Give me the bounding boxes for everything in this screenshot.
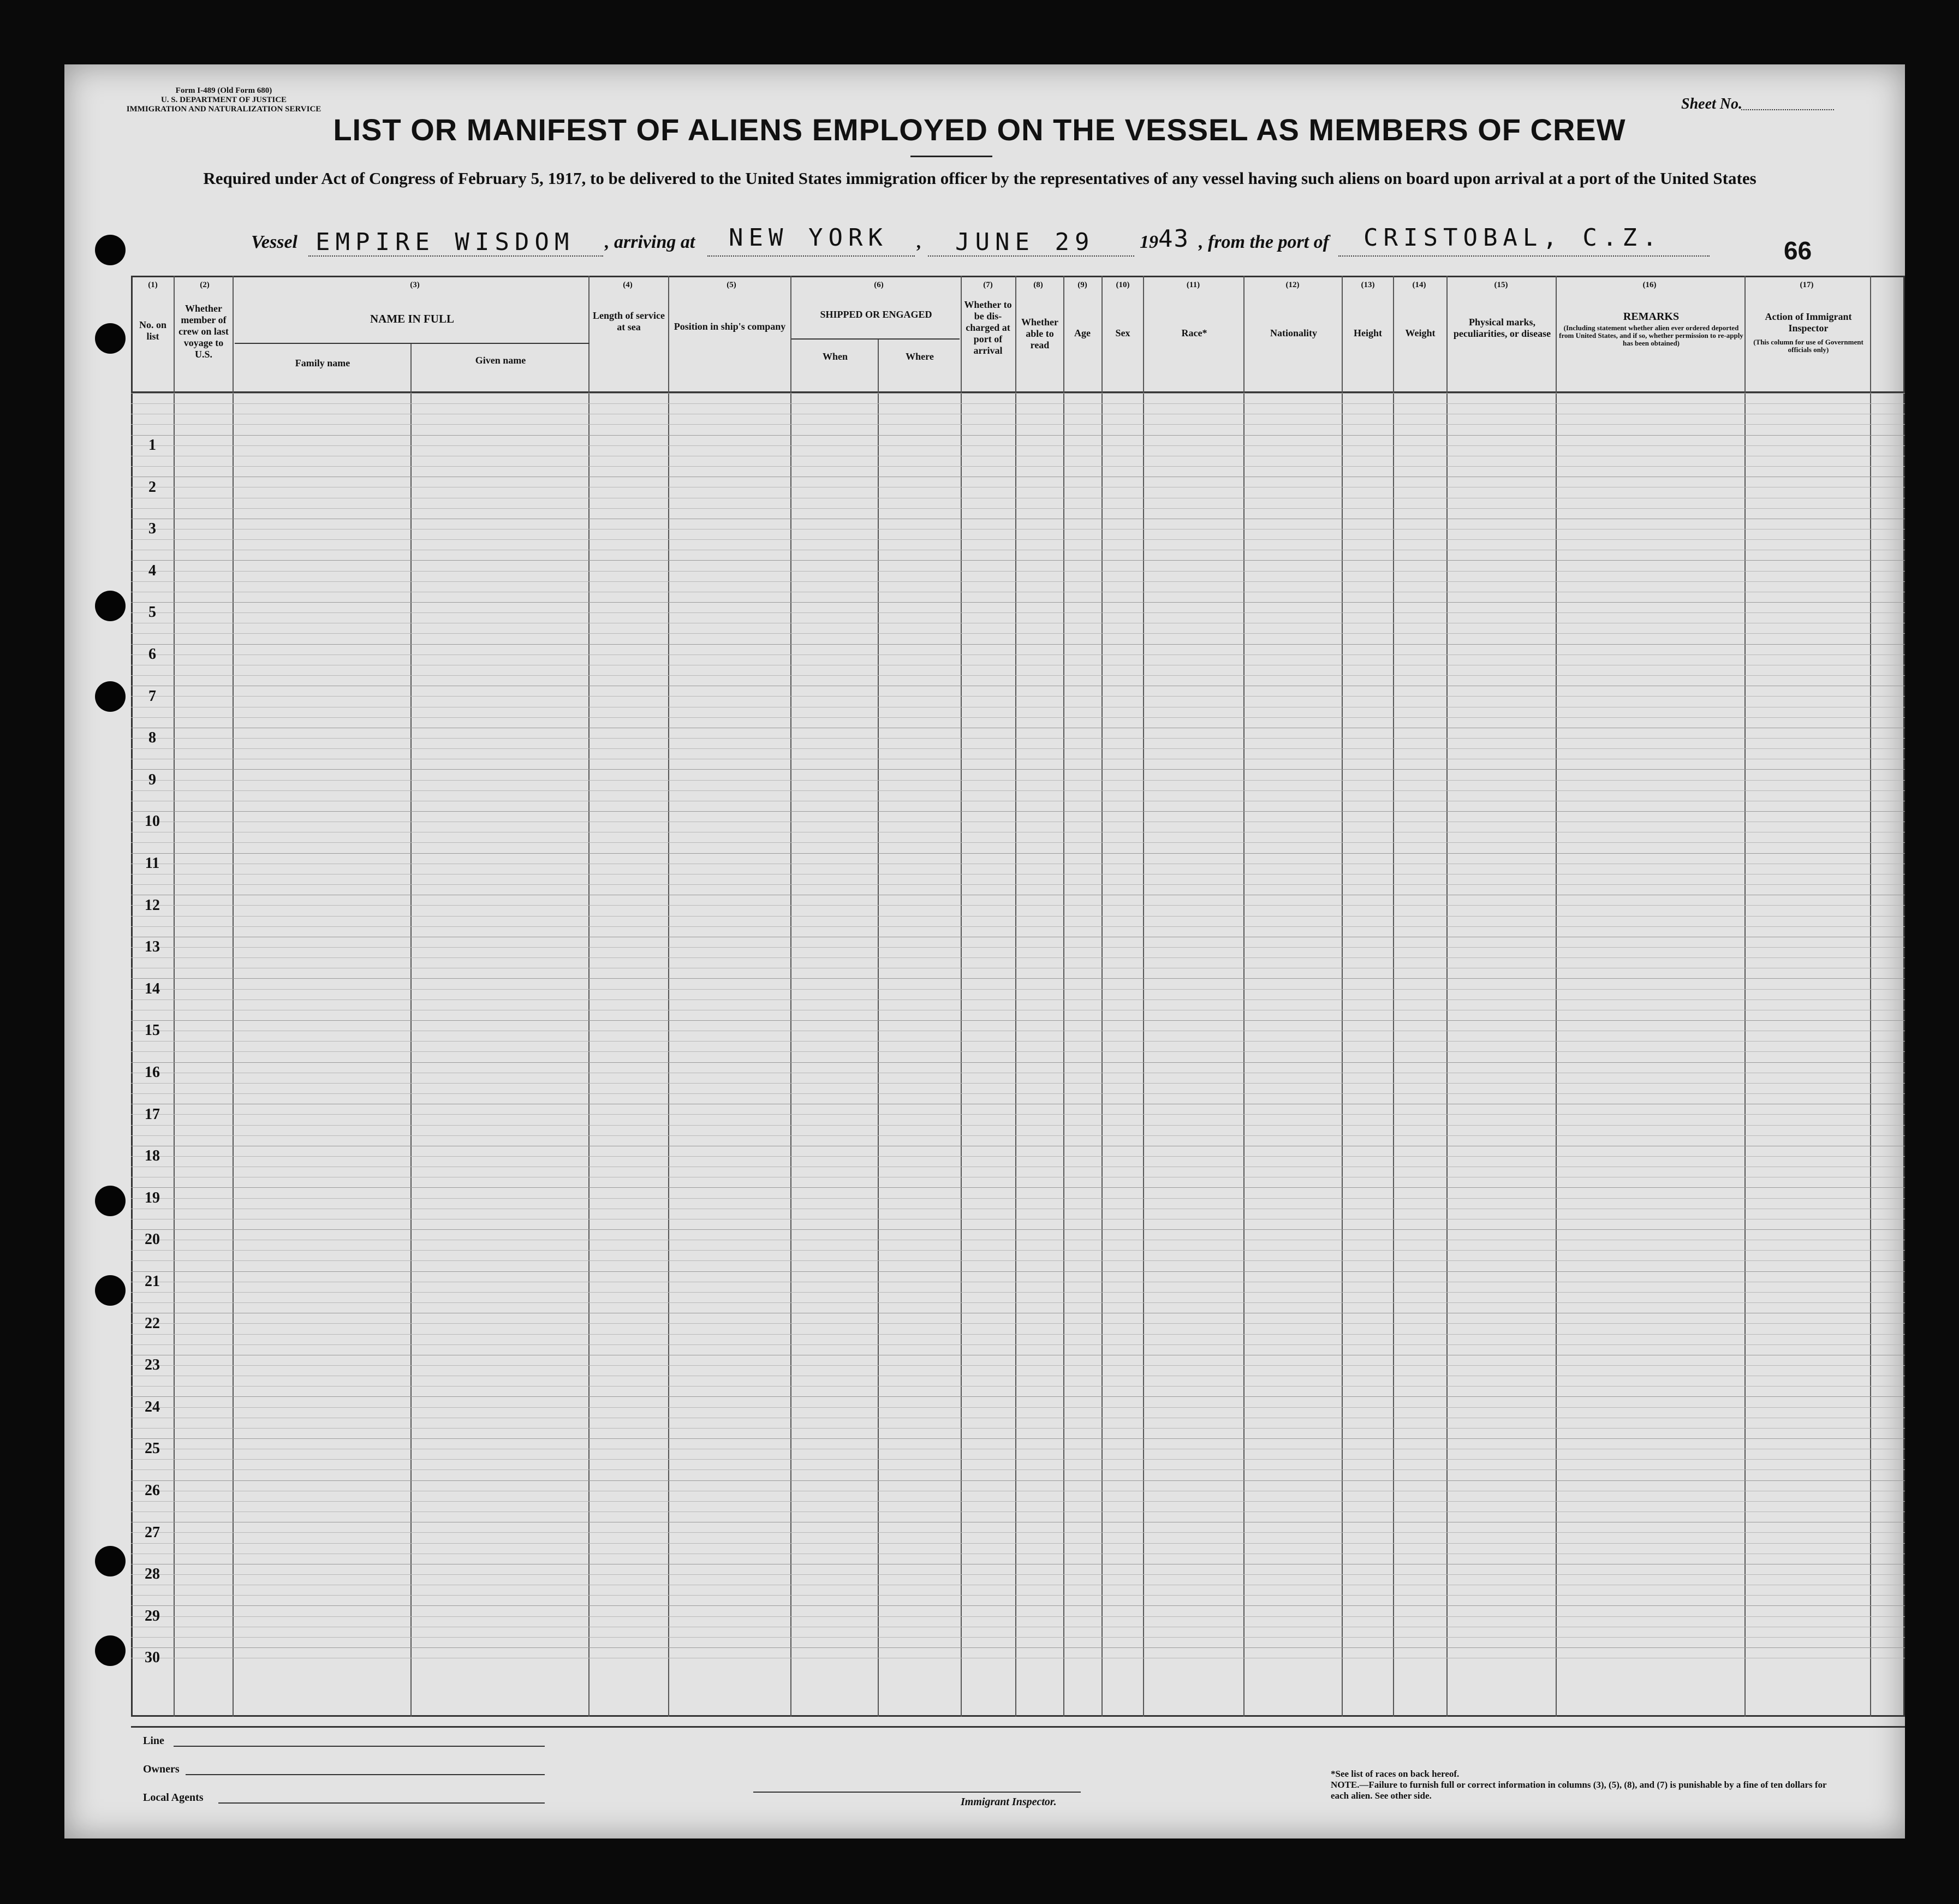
ruled-line: [131, 1020, 1905, 1021]
col-physical-marks: Physical marks, peculiarities, or disease: [1453, 317, 1551, 339]
column-number: (17): [1800, 281, 1814, 289]
column-number: (10): [1116, 281, 1130, 289]
row-number: 5: [148, 604, 156, 621]
ruled-line: [131, 989, 1905, 990]
col-shipped-engaged: SHIPPED OR ENGAGED: [820, 309, 932, 320]
ruled-line: [131, 1344, 1905, 1345]
col-length-of-service: Length of service at sea: [593, 310, 665, 332]
ruled-line: [131, 1407, 1905, 1408]
ruled-line: [131, 1062, 1905, 1063]
ruled-line: [131, 571, 1905, 572]
page-subtitle: Required under Act of Congress of February 5, 1917, to be delivered to the United States immigration officer by the representatives of any vessel having such aliens on board upon arrival at a port of the United States: [203, 169, 1756, 188]
row-number: 9: [148, 771, 156, 788]
column-number: (6): [874, 281, 884, 289]
ruled-line: [131, 916, 1905, 917]
row-number: 18: [145, 1147, 160, 1165]
ruled-line: [131, 999, 1905, 1000]
row-number: 19: [145, 1189, 160, 1206]
row-number: 13: [145, 938, 160, 956]
col-shipped-where: Where: [906, 351, 934, 362]
inspector-label: Immigrant Inspector.: [961, 1796, 1057, 1808]
column-number: (2): [200, 281, 210, 289]
ruled-line: [131, 717, 1905, 718]
ruled-line: [131, 644, 1905, 645]
ruled-line: [131, 1480, 1905, 1481]
ruled-line: [131, 403, 1905, 404]
column-number: (4): [623, 281, 633, 289]
ruled-line: [131, 1323, 1905, 1324]
owners-field[interactable]: [186, 1774, 545, 1775]
punch-hole: [95, 323, 126, 354]
col-member-last-voyage: Whether member of crew on last voyage to U.S.: [178, 303, 229, 360]
row-number: 25: [145, 1440, 160, 1457]
column-divider: [410, 343, 412, 1717]
column-divider: [878, 338, 879, 1717]
column-number: (15): [1494, 281, 1508, 289]
ruled-line: [131, 1187, 1905, 1188]
penalty-note: NOTE.—Failure to furnish full or correct information in columns (3), (5), (8), and (7) is punishable by a fine of ten dollars for each alien. See other side.: [1331, 1780, 1827, 1801]
ruled-line: [131, 539, 1905, 540]
ruled-line: [131, 1041, 1905, 1042]
ruled-line: [131, 1543, 1905, 1544]
ruled-line: [131, 905, 1905, 906]
row-number: 6: [148, 646, 156, 663]
col-position: Position in ship's company: [674, 321, 786, 332]
local-agents-label: Local Agents: [143, 1792, 204, 1804]
vessel-label: Vessel: [251, 232, 297, 252]
ruled-line: [131, 508, 1905, 509]
row-number: 15: [145, 1022, 160, 1039]
ruled-line: [131, 1365, 1905, 1366]
column-number: (7): [983, 281, 993, 289]
col-sex: Sex: [1115, 328, 1130, 338]
col-no-on-list: No. on list: [139, 319, 166, 342]
ruled-line: [131, 1292, 1905, 1293]
ruled-line: [131, 957, 1905, 958]
ruled-line: [131, 1156, 1905, 1157]
ruled-line: [131, 1396, 1905, 1397]
ruled-line: [131, 1093, 1905, 1094]
row-number: 10: [145, 813, 160, 830]
ruled-line: [131, 1260, 1905, 1261]
form-identifier: [120, 86, 328, 114]
shipped-subheader-rule: [791, 338, 960, 340]
ruled-line: [131, 811, 1905, 812]
column-number: (5): [727, 281, 736, 289]
column-number: (14): [1412, 281, 1426, 289]
ruled-line: [131, 1271, 1905, 1272]
from-port-label: , from the port of: [1199, 232, 1329, 252]
punch-hole: [95, 1275, 126, 1306]
row-number: 22: [145, 1314, 160, 1332]
ruled-line: [131, 1637, 1905, 1638]
ruled-line: [131, 1595, 1905, 1596]
sheet-number-label: Sheet No.: [1681, 96, 1742, 112]
column-number: (16): [1642, 281, 1657, 289]
from-port-line: [1338, 255, 1710, 257]
ruled-line: [131, 1605, 1905, 1606]
comma-separator: ,: [917, 232, 922, 252]
form-id-line: Form I-489 (Old Form 680): [175, 86, 272, 95]
title-underline: [910, 156, 992, 157]
punch-hole: [95, 1546, 126, 1576]
ruled-line: [131, 780, 1905, 781]
row-number: 27: [145, 1524, 160, 1541]
col-inspector-action: Action of Immigrant Inspector: [1765, 311, 1852, 334]
ruled-line: [131, 1229, 1905, 1230]
column-number: (13): [1361, 281, 1375, 289]
ruled-line: [131, 853, 1905, 854]
ruled-line: [131, 445, 1905, 446]
ruled-line: [131, 612, 1905, 613]
arriving-port: NEW YORK: [729, 224, 888, 252]
line-field[interactable]: [174, 1746, 545, 1747]
ruled-line: [131, 1114, 1905, 1115]
ruled-line: [131, 884, 1905, 885]
ruled-line: [131, 1438, 1905, 1439]
row-number: 30: [145, 1649, 160, 1667]
row-number: 3: [148, 520, 156, 538]
ruled-line: [131, 424, 1905, 425]
col-weight: Weight: [1405, 328, 1436, 338]
footer-notes: [1331, 1769, 1844, 1801]
col-remarks-note: (Including statement whether alien ever ordered deported from United States, and if so, whether permission to re-apply has been obtained): [1559, 324, 1743, 347]
col-remarks: REMARKS: [1623, 311, 1680, 323]
column-number: (3): [410, 281, 420, 289]
ruled-line: [131, 926, 1905, 927]
row-number: 24: [145, 1398, 160, 1415]
page-title: LIST OR MANIFEST OF ALIENS EMPLOYED ON THE VESSEL AS MEMBERS OF CREW: [333, 112, 1626, 147]
col-race: Race*: [1181, 328, 1207, 338]
ruled-line: [131, 1250, 1905, 1251]
ruled-line: [131, 790, 1905, 791]
row-number: 26: [145, 1482, 160, 1499]
local-agents-field[interactable]: [218, 1802, 545, 1804]
ruled-line: [131, 1616, 1905, 1617]
ruled-line: [131, 1302, 1905, 1303]
ruled-line: [131, 675, 1905, 676]
ruled-line: [131, 1386, 1905, 1387]
ruled-line: [131, 1334, 1905, 1335]
row-number: 21: [145, 1273, 160, 1290]
col-height: Height: [1354, 328, 1382, 338]
ruled-line: [131, 654, 1905, 655]
row-number: 1: [148, 437, 156, 454]
column-number: (1): [148, 281, 158, 289]
row-number: 8: [148, 729, 156, 747]
vessel-name: EMPIRE WISDOM: [315, 228, 575, 256]
column-number: (8): [1033, 281, 1043, 289]
col-nationality: Nationality: [1270, 328, 1317, 338]
punch-hole: [95, 681, 126, 712]
col-inspector-note: (This column for use of Government officials only): [1753, 338, 1863, 354]
ruled-line: [131, 466, 1905, 467]
column-number: (9): [1077, 281, 1087, 289]
col-age: Age: [1074, 328, 1091, 338]
footer-rule: [131, 1726, 1905, 1728]
ruled-line: [131, 1125, 1905, 1126]
row-number: 17: [145, 1105, 160, 1123]
ruled-line: [131, 1051, 1905, 1052]
ruled-line: [131, 1083, 1905, 1084]
ruled-line: [131, 393, 1905, 394]
row-number: 7: [148, 687, 156, 705]
row-number: 14: [145, 980, 160, 997]
page-number: 66: [1784, 236, 1812, 265]
row-number: 11: [145, 855, 160, 872]
col-able-to-read: Whether able to read: [1021, 317, 1058, 350]
col-name-in-full: NAME IN FULL: [370, 312, 454, 325]
race-note: *See list of races on back hereof.: [1331, 1769, 1460, 1779]
ruled-line: [131, 1501, 1905, 1502]
sheet-number-field: [1741, 109, 1834, 110]
arriving-label: , arriving at: [605, 232, 695, 252]
row-number: 28: [145, 1566, 160, 1583]
owners-label: Owners: [143, 1763, 180, 1775]
ruled-line: [131, 1428, 1905, 1429]
ruled-line: [131, 1574, 1905, 1575]
inspector-signature-line[interactable]: [753, 1792, 1081, 1793]
column-number: (12): [1285, 281, 1300, 289]
col-given-name: Given name: [475, 355, 526, 366]
ruled-line: [131, 696, 1905, 697]
punch-hole: [95, 591, 126, 621]
ruled-line: [131, 1198, 1905, 1199]
ruled-line: [131, 978, 1905, 979]
ruled-line: [131, 947, 1905, 948]
row-number: 16: [145, 1064, 160, 1081]
ruled-line: [131, 1135, 1905, 1136]
ruled-line: [131, 842, 1905, 843]
year-prefix: 19: [1140, 232, 1158, 252]
ruled-line: [131, 748, 1905, 749]
ruled-line: [131, 769, 1905, 770]
arriving-port-line: [707, 255, 915, 257]
departure-port: CRISTOBAL, C.Z.: [1363, 224, 1663, 252]
ruled-line: [131, 581, 1905, 582]
row-number: 12: [145, 896, 160, 914]
year-suffix: 43: [1158, 225, 1189, 253]
ruled-line: [131, 1469, 1905, 1470]
punch-hole: [95, 1635, 126, 1666]
ruled-line: [131, 560, 1905, 561]
ruled-line: [131, 1647, 1905, 1648]
line-label: Line: [143, 1735, 164, 1747]
ruled-line: [131, 738, 1905, 739]
punch-hole: [95, 1186, 126, 1216]
ruled-line: [131, 602, 1905, 603]
form-id-line: U. S. DEPARTMENT OF JUSTICE: [160, 96, 287, 104]
col-shipped-when: When: [822, 351, 848, 362]
arrival-date: JUNE 29: [955, 228, 1095, 256]
name-subheader-rule: [235, 343, 590, 344]
ruled-line: [131, 633, 1905, 634]
column-number: (11): [1186, 281, 1200, 289]
form-id-line: IMMIGRATION AND NATURALIZATION SERVICE: [126, 105, 321, 114]
ruled-line: [131, 435, 1905, 436]
row-number: 29: [145, 1607, 160, 1625]
punch-hole: [95, 235, 126, 265]
row-number: 20: [145, 1231, 160, 1248]
row-number: 23: [145, 1356, 160, 1374]
ruled-line: [131, 1532, 1905, 1533]
row-number: 4: [148, 562, 156, 579]
col-family-name: Family name: [295, 358, 350, 368]
row-number: 2: [148, 478, 156, 496]
col-discharged: Whether to be dis-charged at port of arrival: [964, 299, 1012, 356]
ruled-line: [131, 1459, 1905, 1460]
